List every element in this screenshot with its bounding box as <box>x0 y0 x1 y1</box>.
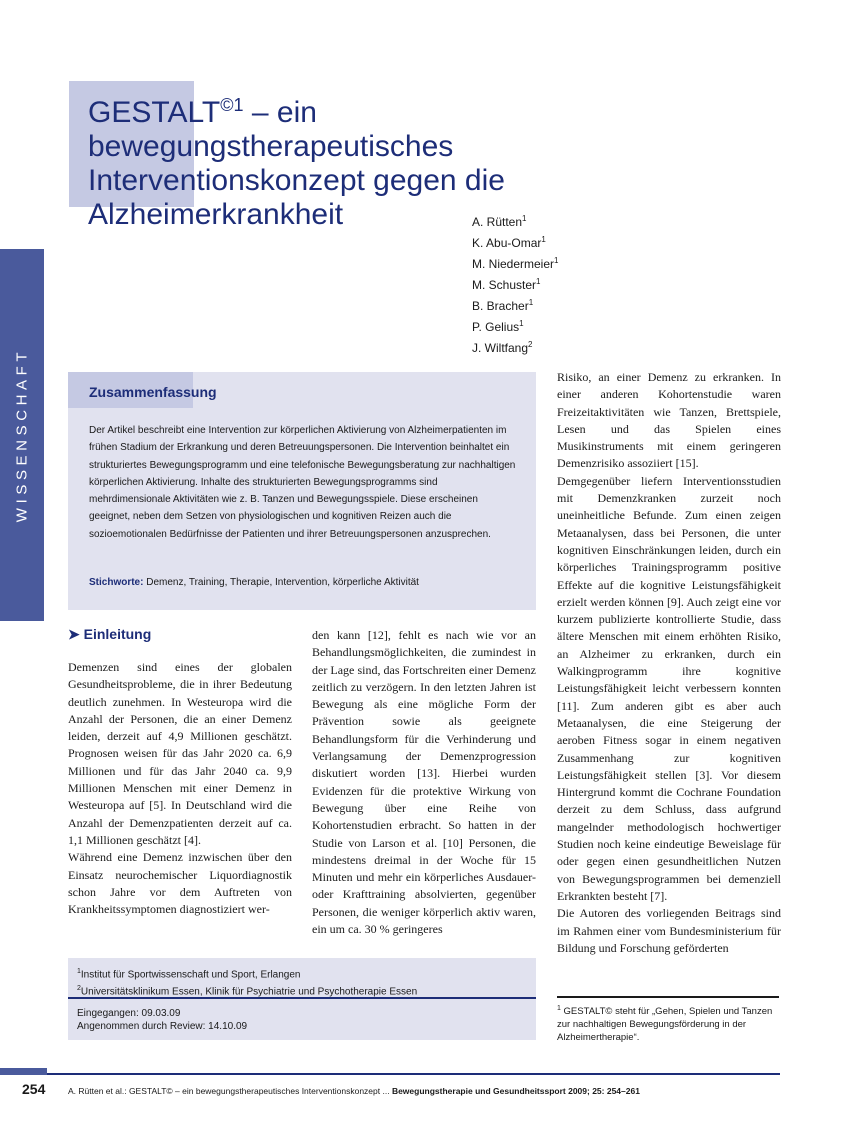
arrow-icon: ➤ <box>68 626 80 642</box>
author: A. Rütten$^1$ <box>472 214 527 229</box>
title-main: GESTALT <box>88 96 221 129</box>
paragraph: Risiko, an einer Demenz zu erkranken. In einer anderen Kohortenstudie waren Freizeitaktivitäten wie Tanzen, Brettspiele, Lesen und das Spielen eines Musikinstruments mit einem geringeren Demenzrisiko assoziiert [15]. <box>557 370 781 471</box>
submission-dates <box>77 1008 247 1033</box>
paragraph: Demgegenüber liefern Interventionsstudien mit Demenzkranken zurzeit noch uneinheitliche Befunde. Zum einen zeigen Metaanalysen, dass bei Personen, die unter kognitiven Einschränkungen leiden, durch ein körperliches Trainingsprogramm positive Effekte auf die kognitive Leistungsfähigkeit erzielt werden können [9]. Auch zeigt eine vor kurzem publizierte kontrollierte Studie, dass ältere Menschen mit einem erhöhten Risiko, an Alzheimer zu erkranken, durch ein Walkingprogramm ihre kognitive Leistungsfähigkeit leicht verbessern konnten [11]. Zum anderen gibt es aber auch Metaanalysen, die eine Steigerung der aeroben Fitness sogar in einem negativen Zusammenhang zur kognitiven Leistungsfähigkeit stellen [3]. Vor diesem Hintergrund kommt die Cochrane Foundation derzeit zu dem Schluss, dass aufgrund mangelnder methodologisch hochwertiger Studien noch keine eindeutige Beweislage für oder gegen einen gesundheitlichen Nutzen von Bewegungsprogrammen bei demenziell Erkrankten besteht [7]. <box>557 473 781 903</box>
paragraph: Die Autoren des vorliegenden Beitrags sind im Rahmen einer vom Bundesministerium für Bildung und Forschung geförderten <box>557 906 781 955</box>
paragraph: den kann [12], fehlt es nach wie vor an Behandlungsmöglichkeiten, die zumindest in der Lage sind, das Fortschreiten einer Demenz zeitlich zu verzögern. In den letzten Jahren ist Bewegung als eine mögliche Form der Prävention sowie als geeignete Behandlungsform für die Verhinderung und Verlangsamung der Demenzprogression diskutiert worden [13]. Hierbei wurden Evidenzen für die protektive Wirkung von Bewegung über eine Reihe von Kohortenstudien erbracht. So hatten in der Studie von Larson et al. [10] Personen, die mindestens dreimal in der Woche für 15 Minuten und mehr ein körperliches Ausdauer- oder Krafttraining absolvierten, gegenüber Personen, die weniger körperlich aktiv waren, ein um ca. 30 % geringeres <box>312 628 536 937</box>
keywords-label: Stichworte: <box>89 577 144 588</box>
author: J. Wiltfang$^2$ <box>472 340 533 355</box>
footer-accent <box>0 1068 47 1075</box>
author: K. Abu-Omar$^1$ <box>472 235 546 250</box>
title-rest: – ein bewegungstherapeutisches Interventionskonzept gegen die Alzheimerkrankheit <box>88 96 505 231</box>
paragraph: Demenzen sind eines der globalen Gesundheitsprobleme, die in ihrer Bedeutung deutlich zunehmen. In Westeuropa wird die Anzahl der Personen, die an einer Demenz leiden, derzeit auf 4,9 Millionen geschätzt. Prognosen weisen für das Jahr 2020 ca. 6,9 Millionen und für das Jahr 2040 ca. 9,9 Millionen Menschen mit einer Demenz in Westeuropa auf [5]. In Deutschland wird die Anzahl der Demenzpatienten derzeit auf ca. 1,1 Millionen geschätzt [4]. <box>68 660 292 847</box>
abstract-heading: Zusammenfassung <box>89 384 217 400</box>
affiliations <box>77 965 527 999</box>
section-side-tab-label: WISSENSCHAFT <box>13 347 31 523</box>
title-sup: ©1 <box>220 95 244 115</box>
section-heading <box>68 626 151 643</box>
author: M. Schuster$^1$ <box>472 277 541 292</box>
abstract-text: Der Artikel beschreibt eine Intervention zur körperlichen Aktivierung von Alzheimerpatienten im frühen Stadium der Erkrankung und deren Betreuungspersonen. Die Intervention beinhaltet ein strukturiertes Bewegungsprogramm und eine telefonische Bewegungsberatung zur nachhaltigen körperlichen Aktivierung. Inhalte des strukturierten Bewegungsprogramms sind mehrdimensionale Aktivitäten wie z. B. Tanzen und Bewegungsspiele. Diese erscheinen geeignet, neben dem Setzen von physiologischen und kognitiven Reizen auch die sozioemotionalen Bedürfnisse der Patienten und ihrer Betreuungspersonen anzusprechen. <box>89 425 516 540</box>
body-column-1 <box>68 659 292 918</box>
running-citation: A. Rütten et al.: GESTALT© – ein bewegungstherapeutisches Interventionskonzept ... <box>68 1086 392 1096</box>
author: P. Gelius$^1$ <box>472 319 524 334</box>
journal-citation: Bewegungstherapie und Gesundheitssport 2009; 25: 254–261 <box>391 1086 640 1096</box>
affiliation: $^2$Universitätsklinikum Essen, Klinik für Psychiatrie und Psychotherapie Essen <box>77 984 418 998</box>
article-title <box>88 88 648 232</box>
accepted-date: Angenommen durch Review: 14.10.09 <box>77 1020 248 1032</box>
page-number: 254 <box>22 1081 46 1097</box>
keywords-list: Demenz, Training, Therapie, Intervention, körperliche Aktivität <box>143 577 419 588</box>
section-heading-label: Einleitung <box>83 626 152 642</box>
received-date: Eingegangen: 09.03.09 <box>77 1008 181 1019</box>
footnote: $^1$ GESTALT© steht für „Gehen, Spielen und Tanzen zur nachhaltigen Bewegungsförderung in der Alzheimertherapie“. <box>557 1005 773 1044</box>
author: B. Bracher$^1$ <box>472 298 534 313</box>
body-column-2 <box>312 627 536 938</box>
author-list <box>472 210 558 357</box>
footnote-rule <box>557 996 779 998</box>
body-column-3 <box>557 369 781 957</box>
footer-rule <box>0 1073 780 1075</box>
keywords <box>89 577 524 588</box>
author: M. Niedermeier$^1$ <box>472 256 559 271</box>
running-footer <box>68 1086 640 1096</box>
affiliation: $^1$Institut für Sportwissenschaft und Sport, Erlangen <box>77 968 301 981</box>
paragraph: Während eine Demenz inzwischen über den Einsatz neurochemischer Liquordiagnostik schon Jahre vor dem Auftreten von Krankheitssymptomen diagnostiziert wer- <box>68 850 292 917</box>
